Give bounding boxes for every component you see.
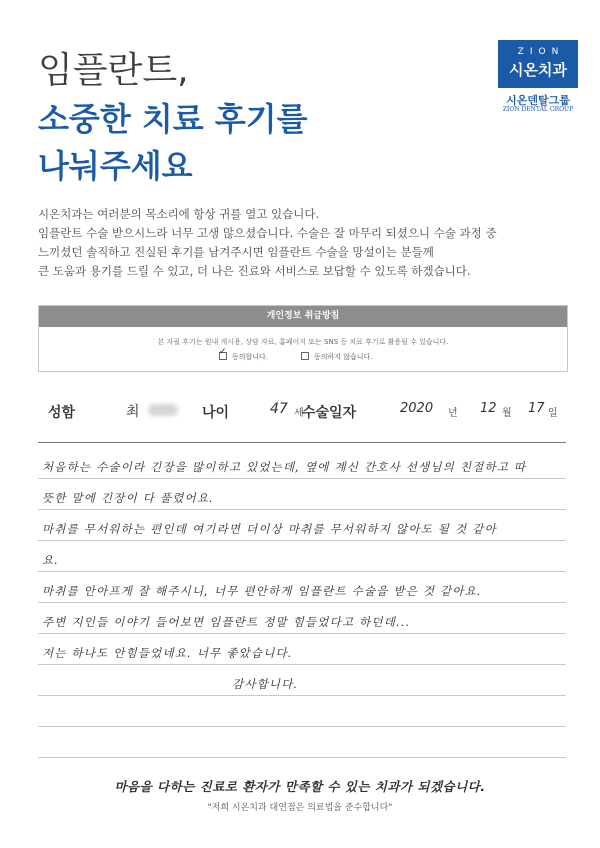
review-line: 감사합니다. [232,677,299,691]
form-divider [38,442,566,443]
intro-line: 시온치과는 여러분의 목소리에 항상 귀를 열고 있습니다. [38,207,320,221]
age-unit: 세 [294,408,304,419]
intro-line: 느끼셨던 솔직하고 진실된 후기를 남겨주시면 임플란트 수술을 망설이는 분들께 [38,245,434,259]
date-year-unit: 년 [448,408,458,419]
page-title-line1: 임플란트, [38,50,189,91]
clinic-logo [498,40,578,88]
group-name-korean: 시온덴탈그룹 [506,94,570,107]
date-day-value[interactable]: 17 [528,401,545,416]
intro-line: 임플란트 수술 받으시느라 너무 고생 많으셨습니다. 수술은 잘 마무리 되셨으니 수술 과정 중 [38,226,497,240]
ruled-line [38,571,566,572]
ruled-line [38,509,566,510]
logo-english: ZION [517,47,565,57]
date-year-value[interactable]: 2020 [400,401,434,416]
group-name-english: ZION DENTAL GROUP [502,106,574,113]
footer-notice: "저희 시온치과 대연점은 의료법을 준수합니다" [207,803,393,813]
name-value[interactable]: 최 [126,404,140,420]
agree-checkbox[interactable] [219,352,227,360]
review-line: 뜻한 말에 긴장이 다 풀렸어요. [42,491,214,505]
privacy-heading: 개인정보 취급방침 [39,306,567,327]
intro-text [38,205,558,281]
name-label: 성함 [48,405,76,421]
page-title-line3: 나눠주세요 [38,147,193,185]
ruled-line [38,478,566,479]
disagree-option[interactable] [301,352,373,362]
date-day-unit: 일 [548,408,558,419]
date-month-unit: 월 [502,408,512,419]
review-line: 처음하는 수술이라 긴장을 많이하고 있었는데, 옆에 계신 간호사 선생님의 친절하고 따 [42,460,527,474]
ruled-line [38,664,566,665]
review-line: 마취를 무서워하는 편인데 여기라면 더이상 마취를 무서워하지 않아도 될 것 같아 [42,522,497,536]
intro-line: 큰 도움과 용기를 드릴 수 있고, 더 나은 진료와 서비스로 보답할 수 있도록 하겠습니다. [38,264,471,278]
age-value[interactable]: 47 [270,401,288,417]
date-month-value[interactable]: 12 [480,401,497,416]
ruled-line [38,726,566,727]
agree-option[interactable] [219,352,268,362]
disagree-label: 동의하지 않습니다. [314,353,373,361]
disagree-checkbox[interactable] [301,352,309,360]
privacy-text: 본 자필 후기는 원내 게시용, 상담 자료, 홈페이지 또는 SNS 등 치료 후기로 활용될 수 있습니다. [157,338,449,346]
name-blur-mask [148,404,178,416]
review-line: 주변 지인들 이야기 들어보면 임플란트 정말 힘들었다고 하던데... [42,615,411,629]
review-line: 저는 하나도 안힘들었네요. 너무 좋았습니다. [42,646,293,660]
page-title-line2: 소중한 치료 후기를 [38,100,308,138]
agree-label: 동의합니다. [232,353,269,361]
ruled-line [38,540,566,541]
ruled-line [38,757,566,758]
review-line: 마취를 안아프게 잘 해주시니, 너무 편안하게 임플란트 수술을 받은 것 같아요. [42,584,482,598]
review-line: 요. [42,553,60,567]
surgery-date-label: 수술일자 [302,405,357,421]
ruled-line [38,633,566,634]
logo-korean: 시온치과 [509,61,567,79]
footer-slogan: 마음을 다하는 진료로 환자가 만족할 수 있는 치과가 되겠습니다. [114,779,486,794]
ruled-line [38,602,566,603]
ruled-line [38,695,566,696]
privacy-policy-box [38,305,568,372]
patient-info-row [38,396,566,436]
age-label: 나이 [202,405,230,421]
